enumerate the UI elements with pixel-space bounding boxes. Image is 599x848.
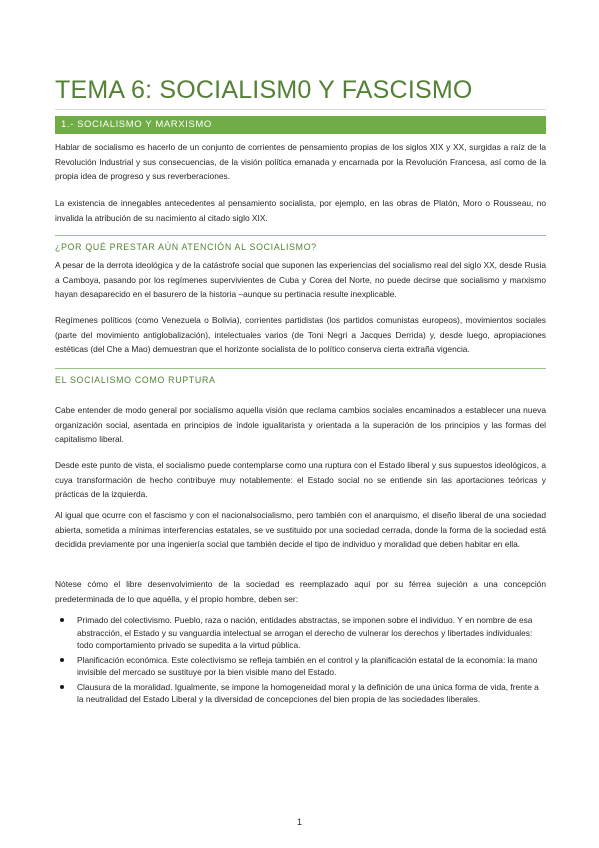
paragraph-intro: Hablar de socialismo es hacerlo de un conjunto de corrientes de pensamiento propias de los siglos XIX y XX, surgidas a raíz de la Revolución Industrial y sus consecuencias, de la visión política emanada y encarnada por la Revolución Francesa, así como de la propia idea de progreso y sus reverberaciones. [55,142,546,181]
paragraph-regimenes: Regímenes políticos (como Venezuela o Bolivia), corrientes partidistas (los partidos comunistas europeos), movimientos sociales (parte del movimiento antiglobalización), intelectuales varios (de Toni Negri a Jacques Derrida) y, desde luego, apropiaciones estéticas (del Che a Mao) demuestran que el horizonte socialista de lo político conserva cierta extraña vigencia. [55,315,546,354]
page-number: 1 [296,817,302,827]
paragraph-punto-de-vista: Desde este punto de vista, el socialismo puede contemplarse como una ruptura con el Estado liberal y sus supuestos ideológicos, a cuya transformación de hecho contribuye muy notablemente: el Estado social no se entiende sin las aportaciones teóricas y prácticas de la izquierda. [55,460,546,499]
title-divider [55,109,546,110]
list-item [55,681,546,706]
paragraph-definicion: Cabe entender de modo general por socialismo aquella visión que reclama cambios sociales encaminados a establecer una nueva organización social, asentada en principios de índole igualitarista y orientada a la superación de los principios y las formas del capitalismo liberal. [55,405,546,444]
paragraph-derrota: A pesar de la derrota ideológica y de la catástrofe social que suponen las experiencias del socialismo real del siglo XX, desde Rusia a Camboya, pasando por los regímenes supervivientes de Cuba y Corea del Norte, no puede decirse que socialismo y marxismo hayan desaparecido en el basurero de la historia –aunque su pertinacia resulte inexplicable. [55,260,546,299]
section-heading-por-que: ¿POR QUÉ PRESTAR AÚN ATENCIÓN AL SOCIALISMO? [55,242,317,252]
paragraph-antecedentes: La existencia de innegables antecedentes al pensamiento socialista, por ejemplo, en las obras de Platón, Moro o Rousseau, no invalida la atribución de su nacimiento al citado siglo XIX. [55,198,546,223]
list-item [55,614,546,652]
list-item-text: Planificación económica. Este colectivismo se refleja también en el control y la planificación estatal de la economía: la mano invisible del mercado se sustituye por la bien visible mano del Estado. [77,654,538,677]
bullet-list [55,614,546,708]
section-divider [55,235,546,236]
bullet-icon [60,658,64,662]
bullet-icon [60,618,64,622]
list-item-text: Clausura de la moralidad. Igualmente, se impone la homogeneidad moral y la definición de una única forma de vida, frente a la neutralidad del Estado Liberal y la diversidad de concepciones del bien propia de las sociedades liberales. [77,681,539,704]
list-item [55,654,546,679]
page-title: TEMA 6: SOCIALISM0 Y FASCISMO [55,76,473,104]
paragraph-notese: Nótese cómo el libre desenvolvimiento de la sociedad es reemplazado aquí por su férrea sujeción a una concepción predeterminada de lo que aquélla, y el propio hombre, deben ser: [55,579,546,604]
bullet-icon [60,685,64,689]
paragraph-sociedad-cerrada: Al igual que ocurre con el fascismo y con el nacionalsocialismo, pero también con el anarquismo, el diseño liberal de una sociedad abierta, sometida a mínimas interferencias estatales, se ve sustituido por una sociedad cerrada, donde la forma de la sociedad está decidida previamente por una ingeniería social que también decide el tipo de individuo y moralidad que deben habitar en ella. [55,510,546,549]
section-divider [55,368,546,369]
list-item-text: Primado del colectivismo. Pueblo, raza o nación, entidades abstractas, se imponen sobre el individuo. Y en nombre de esa abstracción, el Estado y su vanguardia intelectual se arrogan el derecho de vulnerar los derechos y libertades individuales: todo comportamiento privado se supedita a la virtud pública. [77,615,533,650]
section-heading-ruptura: EL SOCIALISMO COMO RUPTURA [55,375,216,385]
section-heading-socialismo-marxismo: 1.- SOCIALISMO Y MARXISMO [55,116,546,134]
